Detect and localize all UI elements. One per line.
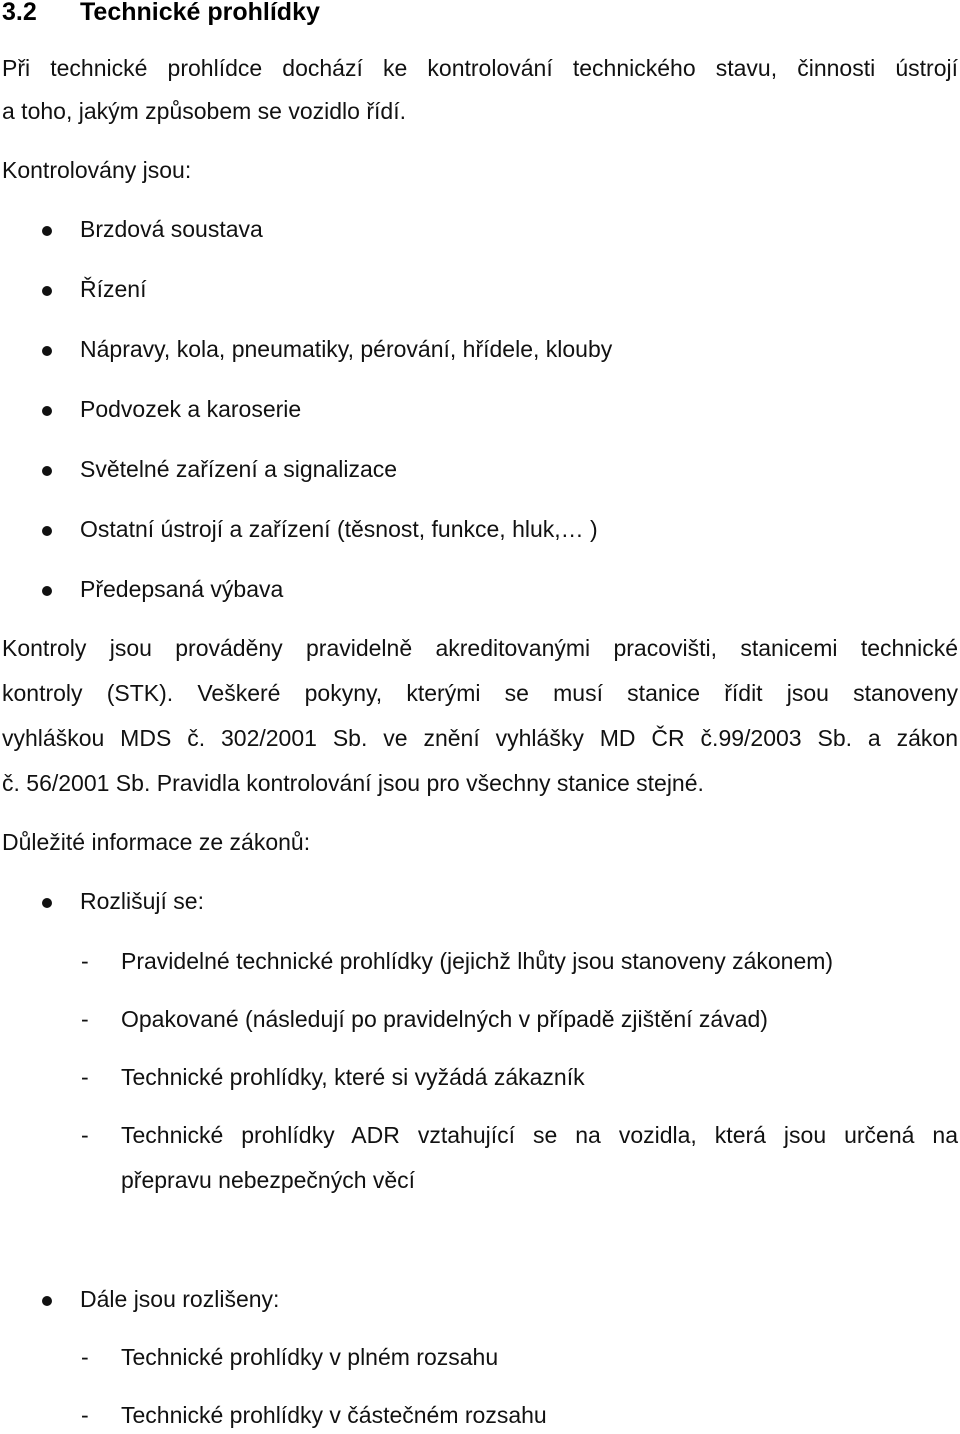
group1-item-repeated: Opakované (následují po pravidelných v případě zjištění závad) [121, 1006, 768, 1032]
dash-marker: - [81, 948, 89, 974]
paragraph-line-2: kontroly (STK). Veškeré pokyny, kterými se musí stanice řídit jsou stanoveny [2, 680, 958, 706]
dash-marker: - [81, 1402, 89, 1428]
important-label: Důležité informace ze zákonů: [2, 829, 311, 855]
dash-marker: - [81, 1122, 89, 1148]
paragraph-line-3: vyhláškou MDS č. 302/2001 Sb. ve znění vyhlášky MD ČR č.99/2003 Sb. a zákon [2, 725, 958, 751]
paragraph-line-4: č. 56/2001 Sb. Pravidla kontrolování jsou pro všechny stanice stejné. [2, 770, 704, 796]
checked-label: Kontrolovány jsou: [2, 157, 192, 183]
bullet-icon [42, 406, 52, 416]
bullet-icon [42, 526, 52, 536]
section-number: 3.2 [2, 0, 37, 26]
checked-item-axles: Nápravy, kola, pneumatiky, pérování, hřídele, klouby [80, 336, 613, 362]
bullet-icon [42, 898, 52, 908]
group2-label: Dále jsou rozlišeny: [80, 1286, 280, 1312]
bullet-icon [42, 286, 52, 296]
group1-item-customer: Technické prohlídky, které si vyžádá zákazník [121, 1064, 585, 1090]
checked-item-chassis: Podvozek a karoserie [80, 396, 302, 422]
intro-line-1: Při technické prohlídce dochází ke kontrolování technického stavu, činnosti ústrojí [2, 55, 958, 81]
bullet-icon [42, 1296, 52, 1306]
section-title: Technické prohlídky [80, 0, 320, 26]
bullet-icon [42, 226, 52, 236]
bullet-icon [42, 586, 52, 596]
group2-item-partial: Technické prohlídky v částečném rozsahu [121, 1402, 547, 1428]
section-heading [2, 0, 320, 30]
intro-line-2: a toho, jakým způsobem se vozidlo řídí. [2, 98, 406, 124]
group1-item-adr-continuation: přepravu nebezpečných věcí [121, 1167, 416, 1193]
group1-item-adr: Technické prohlídky ADR vztahující se na vozidla, která jsou určená na [121, 1122, 958, 1148]
checked-item-steering: Řízení [80, 276, 147, 302]
group1-label: Rozlišují se: [80, 888, 204, 914]
paragraph-line-1: Kontroly jsou prováděny pravidelně akreditovanými pracovišti, stanicemi technické [2, 635, 958, 661]
checked-item-other: Ostatní ústrojí a zařízení (těsnost, funkce, hluk,… ) [80, 516, 598, 542]
checked-item-equipment: Předepsaná výbava [80, 576, 284, 602]
bullet-icon [42, 346, 52, 356]
dash-marker: - [81, 1344, 89, 1370]
group1-item-regular: Pravidelné technické prohlídky (jejichž lhůty jsou stanoveny zákonem) [121, 948, 834, 974]
dash-marker: - [81, 1006, 89, 1032]
group2-item-full: Technické prohlídky v plném rozsahu [121, 1344, 499, 1370]
bullet-icon [42, 466, 52, 476]
checked-item-lights: Světelné zařízení a signalizace [80, 456, 398, 482]
checked-item-brakes: Brzdová soustava [80, 216, 263, 242]
dash-marker: - [81, 1064, 89, 1090]
